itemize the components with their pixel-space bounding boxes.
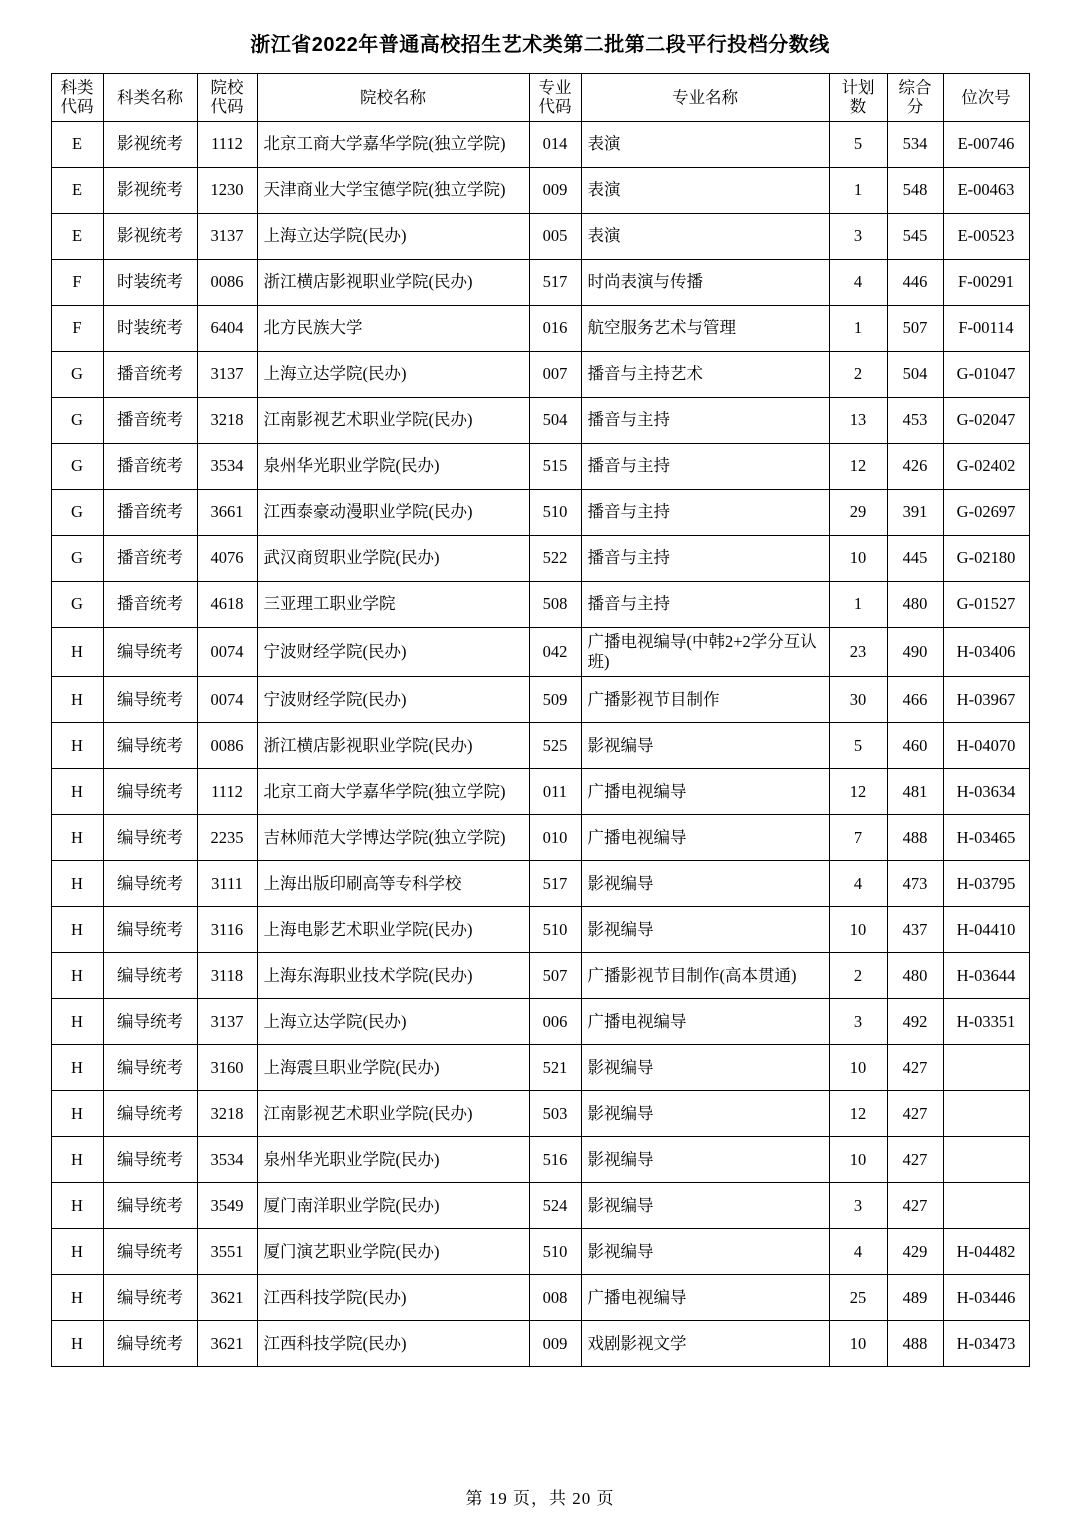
table-cell: H-03446	[943, 1275, 1029, 1321]
table-cell: 488	[887, 815, 943, 861]
table-cell: 488	[887, 1321, 943, 1367]
table-cell: 影视编导	[581, 1045, 829, 1091]
table-cell: 1	[829, 167, 887, 213]
table-cell: 545	[887, 213, 943, 259]
table-cell: 广播影视节目制作	[581, 677, 829, 723]
table-body	[51, 121, 1029, 1366]
table-cell: 吉林师范大学博达学院(独立学院)	[257, 815, 529, 861]
table-cell: E	[51, 121, 103, 167]
header-line-2: 代码	[210, 97, 244, 117]
table-cell: 042	[529, 627, 581, 676]
table-cell: 480	[887, 953, 943, 999]
header-line-1: 综合	[898, 78, 932, 97]
header-line-1: 计划	[841, 78, 875, 97]
table-cell: 播音统考	[103, 351, 197, 397]
table-cell: H	[51, 953, 103, 999]
table-cell: 上海东海职业技术学院(民办)	[257, 953, 529, 999]
table-cell: G-01527	[943, 581, 1029, 627]
table-row	[51, 815, 1029, 861]
header-line-1: 专业	[538, 78, 572, 97]
table-cell: H	[51, 907, 103, 953]
table-cell: H	[51, 1137, 103, 1183]
table-cell: 2235	[197, 815, 257, 861]
table-cell: 473	[887, 861, 943, 907]
table-cell: 008	[529, 1275, 581, 1321]
table-cell: 编导统考	[103, 953, 197, 999]
table-cell: 009	[529, 167, 581, 213]
table-cell: H-03644	[943, 953, 1029, 999]
table-cell: 编导统考	[103, 815, 197, 861]
table-cell: 3534	[197, 443, 257, 489]
header-line-2: 分	[906, 97, 924, 117]
table-cell: H	[51, 627, 103, 676]
table-cell: G-02047	[943, 397, 1029, 443]
table-cell: 天津商业大学宝德学院(独立学院)	[257, 167, 529, 213]
column-header-category-code	[51, 74, 103, 122]
table-cell: 3218	[197, 1091, 257, 1137]
table-cell: 编导统考	[103, 769, 197, 815]
table-cell: 播音统考	[103, 397, 197, 443]
table-cell: H	[51, 769, 103, 815]
table-cell: 三亚理工职业学院	[257, 581, 529, 627]
table-cell: 517	[529, 259, 581, 305]
table-cell: 12	[829, 1091, 887, 1137]
table-row	[51, 167, 1029, 213]
table-row	[51, 1137, 1029, 1183]
table-cell: 表演	[581, 121, 829, 167]
table-row	[51, 259, 1029, 305]
table-cell: 影视统考	[103, 213, 197, 259]
table-cell: F	[51, 259, 103, 305]
table-cell: 宁波财经学院(民办)	[257, 627, 529, 676]
table-cell: H	[51, 861, 103, 907]
table-cell: 2	[829, 953, 887, 999]
table-cell	[943, 1045, 1029, 1091]
table-cell: 007	[529, 351, 581, 397]
table-cell: 3	[829, 1183, 887, 1229]
table-cell: 011	[529, 769, 581, 815]
table-cell: 3218	[197, 397, 257, 443]
table-cell: 427	[887, 1045, 943, 1091]
table-cell: 016	[529, 305, 581, 351]
table-cell: 3111	[197, 861, 257, 907]
table-cell: 播音统考	[103, 535, 197, 581]
table-cell: 0086	[197, 723, 257, 769]
table-cell: 521	[529, 1045, 581, 1091]
table-cell: 时尚表演与传播	[581, 259, 829, 305]
table-cell: 466	[887, 677, 943, 723]
table-cell: 445	[887, 535, 943, 581]
table-cell: 播音统考	[103, 581, 197, 627]
table-cell: 4076	[197, 535, 257, 581]
table-cell: 510	[529, 489, 581, 535]
table-cell: 5	[829, 121, 887, 167]
table-row	[51, 723, 1029, 769]
table-cell: 515	[529, 443, 581, 489]
table-cell: 1112	[197, 769, 257, 815]
table-cell: 504	[529, 397, 581, 443]
table-cell: 25	[829, 1275, 887, 1321]
table-cell: 播音与主持艺术	[581, 351, 829, 397]
table-cell: 3137	[197, 213, 257, 259]
table-cell: 0074	[197, 627, 257, 676]
table-cell: 影视统考	[103, 121, 197, 167]
table-cell: 上海出版印刷高等专科学校	[257, 861, 529, 907]
table-row	[51, 489, 1029, 535]
table-cell: 3549	[197, 1183, 257, 1229]
table-cell: 浙江横店影视职业学院(民办)	[257, 259, 529, 305]
table-cell: 10	[829, 1137, 887, 1183]
table-cell: 3621	[197, 1321, 257, 1367]
table-cell: 3	[829, 213, 887, 259]
header-line-2: 代码	[538, 97, 572, 117]
table-cell: 508	[529, 581, 581, 627]
table-cell: 播音与主持	[581, 489, 829, 535]
table-cell: 525	[529, 723, 581, 769]
table-cell: G	[51, 581, 103, 627]
table-row	[51, 1045, 1029, 1091]
table-row	[51, 953, 1029, 999]
header-line-2: 代码	[60, 97, 94, 117]
table-cell: 10	[829, 1045, 887, 1091]
table-cell: 广播电视编导	[581, 769, 829, 815]
table-cell: E-00746	[943, 121, 1029, 167]
table-cell: 广播电视编导(中韩2+2学分互认班)	[581, 627, 829, 676]
table-cell: 北京工商大学嘉华学院(独立学院)	[257, 121, 529, 167]
table-cell: 12	[829, 769, 887, 815]
table-cell: H	[51, 1321, 103, 1367]
table-cell: F-00114	[943, 305, 1029, 351]
table-cell: 宁波财经学院(民办)	[257, 677, 529, 723]
score-table	[51, 73, 1030, 1367]
table-cell: 3118	[197, 953, 257, 999]
table-cell: 516	[529, 1137, 581, 1183]
table-cell: 3551	[197, 1229, 257, 1275]
table-cell: 3	[829, 999, 887, 1045]
table-cell: H	[51, 1229, 103, 1275]
table-cell: 编导统考	[103, 1091, 197, 1137]
table-cell: 北方民族大学	[257, 305, 529, 351]
table-cell: 12	[829, 443, 887, 489]
table-cell: 509	[529, 677, 581, 723]
table-cell: 524	[529, 1183, 581, 1229]
table-cell: 437	[887, 907, 943, 953]
table-cell: 510	[529, 907, 581, 953]
table-cell: 30	[829, 677, 887, 723]
table-cell: 3534	[197, 1137, 257, 1183]
table-cell: H-04070	[943, 723, 1029, 769]
table-cell: 522	[529, 535, 581, 581]
table-cell: 播音统考	[103, 443, 197, 489]
table-cell: 10	[829, 1321, 887, 1367]
table-cell: H-04410	[943, 907, 1029, 953]
table-cell: 编导统考	[103, 1229, 197, 1275]
table-cell: 表演	[581, 167, 829, 213]
table-cell: 北京工商大学嘉华学院(独立学院)	[257, 769, 529, 815]
table-cell: 影视编导	[581, 1137, 829, 1183]
table-cell: G	[51, 489, 103, 535]
table-row	[51, 1321, 1029, 1367]
table-row	[51, 443, 1029, 489]
table-cell: 编导统考	[103, 861, 197, 907]
table-row	[51, 581, 1029, 627]
table-cell: 影视编导	[581, 1229, 829, 1275]
table-cell: F	[51, 305, 103, 351]
table-cell	[943, 1137, 1029, 1183]
table-cell: 播音与主持	[581, 443, 829, 489]
table-cell: 播音与主持	[581, 581, 829, 627]
table-header	[51, 74, 1029, 122]
table-cell: 江西科技学院(民办)	[257, 1275, 529, 1321]
table-cell: 7	[829, 815, 887, 861]
table-cell: 481	[887, 769, 943, 815]
table-cell: 0086	[197, 259, 257, 305]
table-cell: H-03351	[943, 999, 1029, 1045]
header-line-1: 科类	[60, 78, 94, 97]
table-cell: 厦门演艺职业学院(民办)	[257, 1229, 529, 1275]
table-cell: 编导统考	[103, 999, 197, 1045]
header-line-2: 数	[849, 97, 867, 117]
column-header-composite-score	[887, 74, 943, 122]
table-cell: 010	[529, 815, 581, 861]
table-cell: 广播影视节目制作(高本贯通)	[581, 953, 829, 999]
table-cell: G-02180	[943, 535, 1029, 581]
table-cell: 1	[829, 581, 887, 627]
table-cell: 航空服务艺术与管理	[581, 305, 829, 351]
table-cell: H-03795	[943, 861, 1029, 907]
table-cell: 3621	[197, 1275, 257, 1321]
table-cell: 4618	[197, 581, 257, 627]
table-row	[51, 1229, 1029, 1275]
table-cell: 江南影视艺术职业学院(民办)	[257, 397, 529, 443]
table-cell: 编导统考	[103, 1183, 197, 1229]
column-header-school-code	[197, 74, 257, 122]
table-cell: 泉州华光职业学院(民办)	[257, 443, 529, 489]
table-cell: 播音与主持	[581, 535, 829, 581]
table-cell: H-04482	[943, 1229, 1029, 1275]
table-cell: 391	[887, 489, 943, 535]
table-cell: 江南影视艺术职业学院(民办)	[257, 1091, 529, 1137]
table-cell: 504	[887, 351, 943, 397]
table-cell: 影视编导	[581, 907, 829, 953]
table-row	[51, 213, 1029, 259]
table-cell	[943, 1091, 1029, 1137]
table-cell: 13	[829, 397, 887, 443]
table-cell: 1	[829, 305, 887, 351]
table-cell: 广播电视编导	[581, 999, 829, 1045]
table-cell: F-00291	[943, 259, 1029, 305]
table-cell: 上海立达学院(民办)	[257, 351, 529, 397]
table-cell: 编导统考	[103, 1321, 197, 1367]
table-cell: 427	[887, 1137, 943, 1183]
table-cell: G-02402	[943, 443, 1029, 489]
table-cell: 507	[887, 305, 943, 351]
table-cell: 泉州华光职业学院(民办)	[257, 1137, 529, 1183]
table-cell: 6404	[197, 305, 257, 351]
table-cell: 492	[887, 999, 943, 1045]
table-cell: 3116	[197, 907, 257, 953]
table-cell: H-03967	[943, 677, 1029, 723]
table-cell: 编导统考	[103, 1275, 197, 1321]
table-cell: G-02697	[943, 489, 1029, 535]
table-cell: H	[51, 677, 103, 723]
table-cell: 5	[829, 723, 887, 769]
table-cell: 548	[887, 167, 943, 213]
table-cell: 014	[529, 121, 581, 167]
table-cell: H-03465	[943, 815, 1029, 861]
table-cell: 播音统考	[103, 489, 197, 535]
table-cell: 517	[529, 861, 581, 907]
table-cell: 510	[529, 1229, 581, 1275]
table-cell: G	[51, 351, 103, 397]
table-cell: 播音与主持	[581, 397, 829, 443]
table-cell: E	[51, 213, 103, 259]
table-cell: H	[51, 999, 103, 1045]
table-cell: H	[51, 815, 103, 861]
table-cell: 29	[829, 489, 887, 535]
table-cell: 3661	[197, 489, 257, 535]
table-cell: H-03473	[943, 1321, 1029, 1367]
table-cell: H	[51, 1091, 103, 1137]
table-cell: 表演	[581, 213, 829, 259]
table-row	[51, 1091, 1029, 1137]
table-cell: 上海立达学院(民办)	[257, 999, 529, 1045]
column-header-rank-number: 位次号	[943, 74, 1029, 122]
table-cell: 426	[887, 443, 943, 489]
table-cell: 460	[887, 723, 943, 769]
table-row	[51, 627, 1029, 676]
table-cell: 编导统考	[103, 723, 197, 769]
table-cell: H-03634	[943, 769, 1029, 815]
table-cell: 影视编导	[581, 723, 829, 769]
table-row	[51, 907, 1029, 953]
table-cell: 4	[829, 259, 887, 305]
header-line-1: 院校	[210, 78, 244, 97]
table-cell: 广播电视编导	[581, 815, 829, 861]
table-cell: 4	[829, 861, 887, 907]
table-cell: 0074	[197, 677, 257, 723]
table-row	[51, 351, 1029, 397]
table-cell: 1230	[197, 167, 257, 213]
table-cell: 10	[829, 535, 887, 581]
table-cell: 427	[887, 1091, 943, 1137]
table-cell: 006	[529, 999, 581, 1045]
table-cell: 广播电视编导	[581, 1275, 829, 1321]
table-cell: 4	[829, 1229, 887, 1275]
table-cell: 编导统考	[103, 1137, 197, 1183]
table-cell: H	[51, 723, 103, 769]
table-row	[51, 677, 1029, 723]
table-cell: G-01047	[943, 351, 1029, 397]
table-cell: 戏剧影视文学	[581, 1321, 829, 1367]
table-cell: 3137	[197, 999, 257, 1045]
table-cell: G	[51, 397, 103, 443]
table-cell: H	[51, 1275, 103, 1321]
table-row	[51, 121, 1029, 167]
table-cell: 453	[887, 397, 943, 443]
table-row	[51, 535, 1029, 581]
column-header-category-name: 科类名称	[103, 74, 197, 122]
table-cell: 编导统考	[103, 1045, 197, 1091]
table-cell: 影视统考	[103, 167, 197, 213]
table-cell: 429	[887, 1229, 943, 1275]
table-cell: 446	[887, 259, 943, 305]
table-cell: 影视编导	[581, 861, 829, 907]
table-cell: 1112	[197, 121, 257, 167]
table-cell: 武汉商贸职业学院(民办)	[257, 535, 529, 581]
table-cell: E-00463	[943, 167, 1029, 213]
table-cell: 浙江横店影视职业学院(民办)	[257, 723, 529, 769]
table-row	[51, 397, 1029, 443]
table-cell: 上海立达学院(民办)	[257, 213, 529, 259]
table-cell: H	[51, 1183, 103, 1229]
table-row	[51, 1275, 1029, 1321]
table-cell: E	[51, 167, 103, 213]
column-header-plan-count	[829, 74, 887, 122]
table-cell: 489	[887, 1275, 943, 1321]
column-header-major-code	[529, 74, 581, 122]
table-cell: 江西科技学院(民办)	[257, 1321, 529, 1367]
table-cell: 23	[829, 627, 887, 676]
header-row	[51, 74, 1029, 122]
table-row	[51, 999, 1029, 1045]
table-cell: 江西泰豪动漫职业学院(民办)	[257, 489, 529, 535]
table-cell: 上海电影艺术职业学院(民办)	[257, 907, 529, 953]
page-footer: 第 19 页，共 20 页	[465, 1489, 615, 1508]
table-cell: 上海震旦职业学院(民办)	[257, 1045, 529, 1091]
table-cell: 534	[887, 121, 943, 167]
table-cell: 3160	[197, 1045, 257, 1091]
table-cell: 编导统考	[103, 677, 197, 723]
table-cell: 编导统考	[103, 907, 197, 953]
table-cell: 厦门南洋职业学院(民办)	[257, 1183, 529, 1229]
table-row	[51, 769, 1029, 815]
table-cell: 2	[829, 351, 887, 397]
table-cell: H-03406	[943, 627, 1029, 676]
table-row	[51, 861, 1029, 907]
table-row	[51, 1183, 1029, 1229]
table-cell: 507	[529, 953, 581, 999]
table-cell: G	[51, 535, 103, 581]
table-cell: 005	[529, 213, 581, 259]
table-cell: 10	[829, 907, 887, 953]
table-cell: 480	[887, 581, 943, 627]
table-cell: G	[51, 443, 103, 489]
table-cell	[943, 1183, 1029, 1229]
table-row	[51, 305, 1029, 351]
page-title: 浙江省2022年普通高校招生艺术类第二批第二段平行投档分数线	[250, 34, 830, 56]
table-cell: 编导统考	[103, 627, 197, 676]
table-cell: 影视编导	[581, 1183, 829, 1229]
column-header-school-name: 院校名称	[257, 74, 529, 122]
table-cell: 时装统考	[103, 259, 197, 305]
table-cell: 503	[529, 1091, 581, 1137]
table-cell: H	[51, 1045, 103, 1091]
table-cell: E-00523	[943, 213, 1029, 259]
table-cell: 490	[887, 627, 943, 676]
table-cell: 影视编导	[581, 1091, 829, 1137]
table-cell: 3137	[197, 351, 257, 397]
table-cell: 009	[529, 1321, 581, 1367]
table-cell: 时装统考	[103, 305, 197, 351]
column-header-major-name: 专业名称	[581, 74, 829, 122]
table-cell: 427	[887, 1183, 943, 1229]
